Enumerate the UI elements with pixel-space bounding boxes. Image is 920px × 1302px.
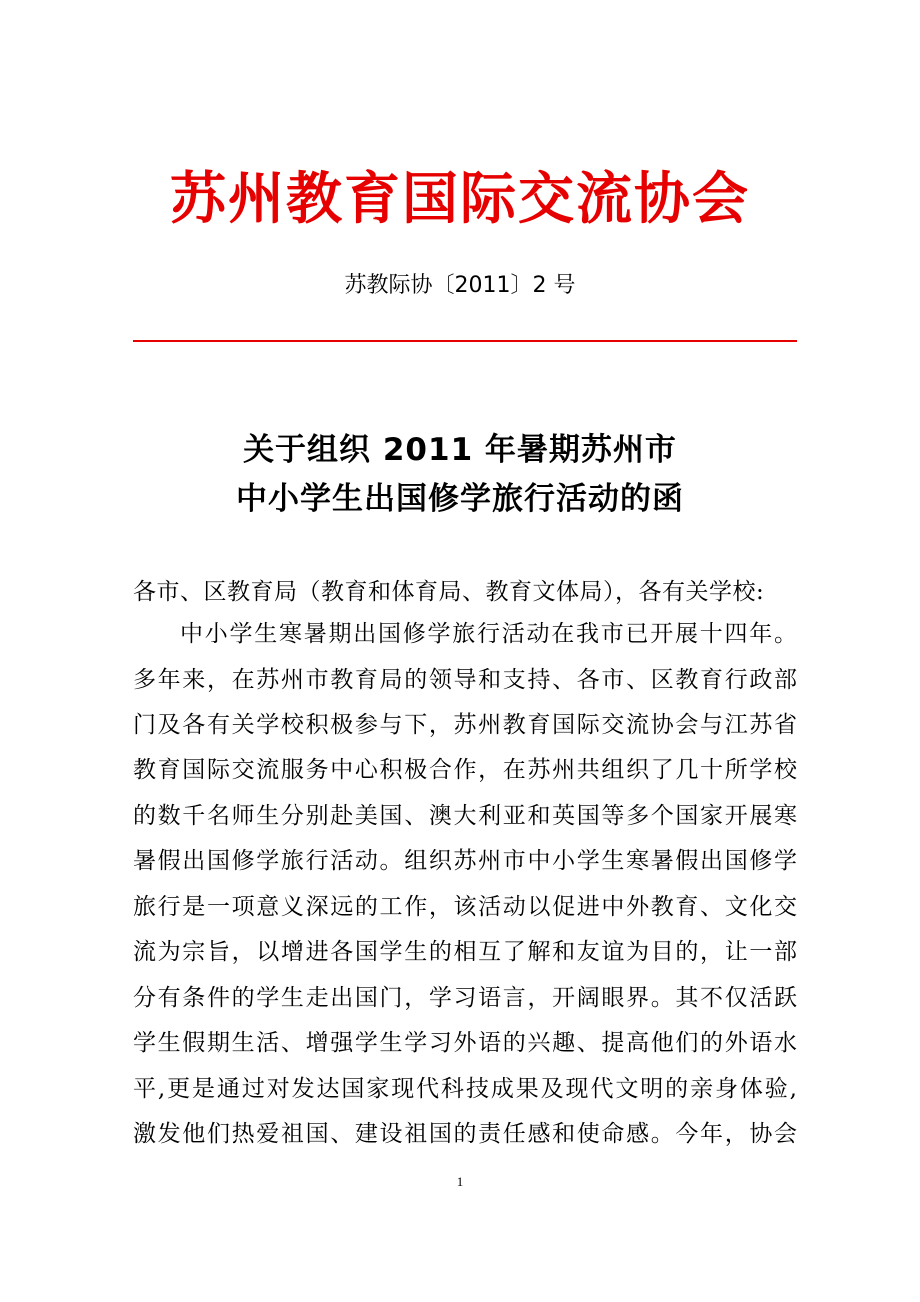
body-line: 旅行是一项意义深远的工作，该活动以促进中外教育、文化交 bbox=[133, 894, 797, 920]
letter-title-line-1: 关于组织 2011 年暑期苏州市 bbox=[243, 432, 677, 468]
body-line: 教育国际交流服务中心积极合作，在苏州共组织了几十所学校 bbox=[133, 757, 797, 783]
body-line: 多年来，在苏州市教育局的领导和支持、各市、区教育行政部 bbox=[133, 667, 797, 693]
body-line: 平,更是通过对发达国家现代科技成果及现代文明的亲身体验, bbox=[133, 1076, 797, 1102]
body-line: 暑假出国修学旅行活动。组织苏州市中小学生寒暑假出国修学 bbox=[133, 848, 797, 874]
red-divider bbox=[133, 340, 797, 342]
org-title: 苏州教育国际交流协会 bbox=[170, 167, 750, 232]
page-number: 1 bbox=[456, 1174, 464, 1189]
body-line: 学生假期生活、增强学生学习外语的兴趣、提高他们的外语水 bbox=[133, 1030, 797, 1056]
doc-number: 苏教际协〔2011〕2 号 bbox=[344, 273, 576, 298]
body-line: 的数千名师生分别赴美国、澳大利亚和英国等多个国家开展寒 bbox=[133, 803, 797, 829]
body-line: 分有条件的学生走出国门，学习语言，开阔眼界。其不仅活跃 bbox=[133, 985, 797, 1011]
letter-title-line-2: 中小学生出国修学旅行活动的函 bbox=[236, 481, 684, 517]
body-line: 流为宗旨，以增进各国学生的相互了解和友谊为目的，让一部 bbox=[133, 939, 797, 965]
body-line: 激发他们热爱祖国、建设祖国的责任感和使命感。今年，协会 bbox=[133, 1121, 797, 1147]
body-line: 门及各有关学校积极参与下，苏州教育国际交流协会与江苏省 bbox=[133, 712, 797, 738]
body-line: 中小学生寒暑期出国修学旅行活动在我市已开展十四年。 bbox=[180, 621, 797, 647]
salutation: 各市、区教育局（教育和体育局、教育文体局），各有关学校: bbox=[133, 579, 765, 605]
